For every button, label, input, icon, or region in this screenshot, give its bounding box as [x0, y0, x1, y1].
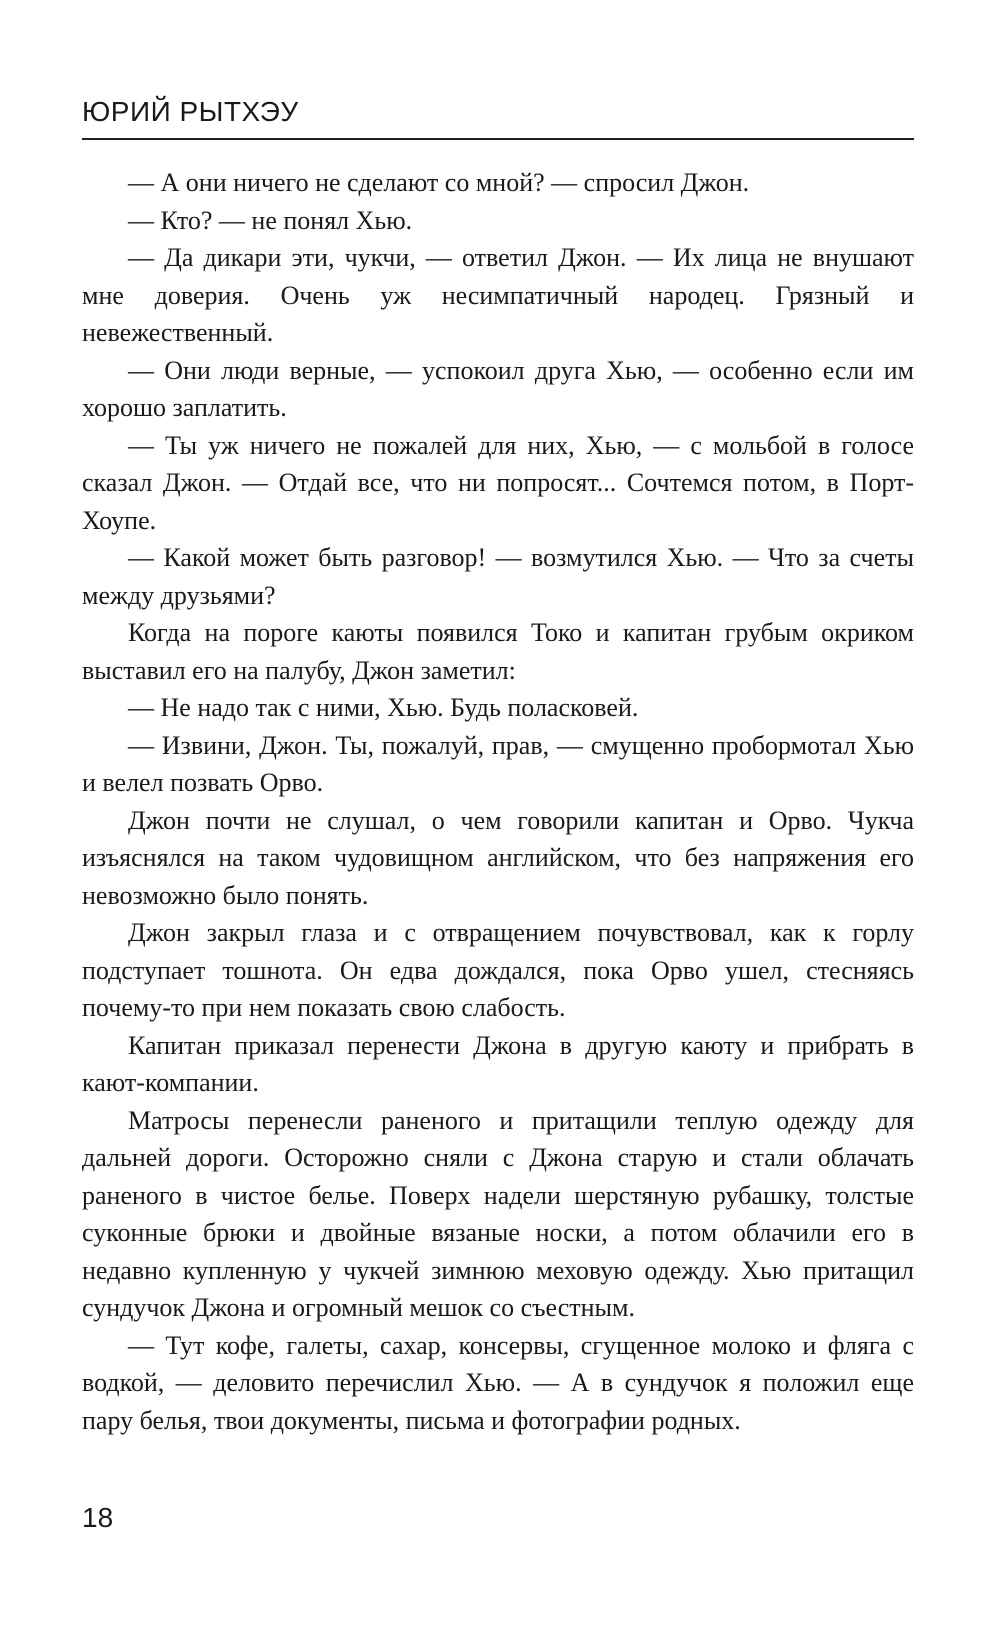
- paragraph: — А они ничего не сделают со мной? — спросил Джон.: [128, 168, 750, 197]
- paragraph: — Извини, Джон. Ты, пожалуй, прав, — смущенно пробормотал Хью и велел позвать Орво.: [82, 730, 914, 797]
- paragraph: — Ты уж ничего не пожалей для них, Хью, — с мольбой в голосе сказал Джон. — Отдай все, что ни попросят... Сочтемся потом, в Порт-Хоупе.: [82, 430, 914, 535]
- paragraph: Джон почти не слушал, о чем говорили капитан и Орво. Чукча изъяснялся на таком чудовищном английском, что без напряжения его невозможно было понять.: [82, 805, 914, 910]
- running-head-author: ЮРИЙ РЫТХЭУ: [82, 96, 299, 127]
- paragraph: Джон закрыл глаза и с отвращением почувствовал, как к горлу подступает тошнота. Он едва дождался, пока Орво ушел, стесняясь почему-то при нем показать свою слабость.: [82, 918, 914, 1022]
- page-number: 18: [82, 1502, 114, 1533]
- paragraph: — Они люди верные, — успокоил друга Хью, — особенно если им хорошо заплатить.: [82, 355, 914, 422]
- paragraph: — Не надо так с ними, Хью. Будь поласковей.: [128, 693, 639, 722]
- paragraph: Когда на пороге каюты появился Токо и капитан грубым окриком выставил его на палубу, Джон заметил:: [82, 618, 914, 685]
- paragraph: Капитан приказал перенести Джона в другую каюту и прибрать в кают-компании.: [82, 1030, 914, 1097]
- header-rule: [82, 138, 914, 140]
- paragraph: — Да дикари эти, чукчи, — ответил Джон. — Их лица не внушают мне доверия. Очень уж несимпатичный народец. Грязный и невежественный.: [82, 243, 914, 347]
- paragraph: Матросы перенесли раненого и притащили теплую одежду для дальней дороги. Осторожно сняли с Джона старую и стали облачать раненого в чистое белье. Поверх надели шерстяную рубашку, толстые суконные брюки и двойные вязаные носки, а потом облачили его в недавно купленную у чукчей зимнюю меховую одежду. Хью притащил сундучок Джона и огромный мешок со съестным.: [82, 1105, 914, 1322]
- paragraph: — Кто? — не понял Хью.: [128, 205, 413, 235]
- body-text: [82, 164, 914, 1439]
- paragraph: — Какой может быть разговор! — возмутился Хью. — Что за счеты между друзьями?: [82, 543, 914, 610]
- paragraph: — Тут кофе, галеты, сахар, консервы, сгущенное молоко и фляга с водкой, — деловито перечислил Хью. — А в сундучок я положил еще пару белья, твои документы, письма и фотографии родных.: [82, 1330, 914, 1435]
